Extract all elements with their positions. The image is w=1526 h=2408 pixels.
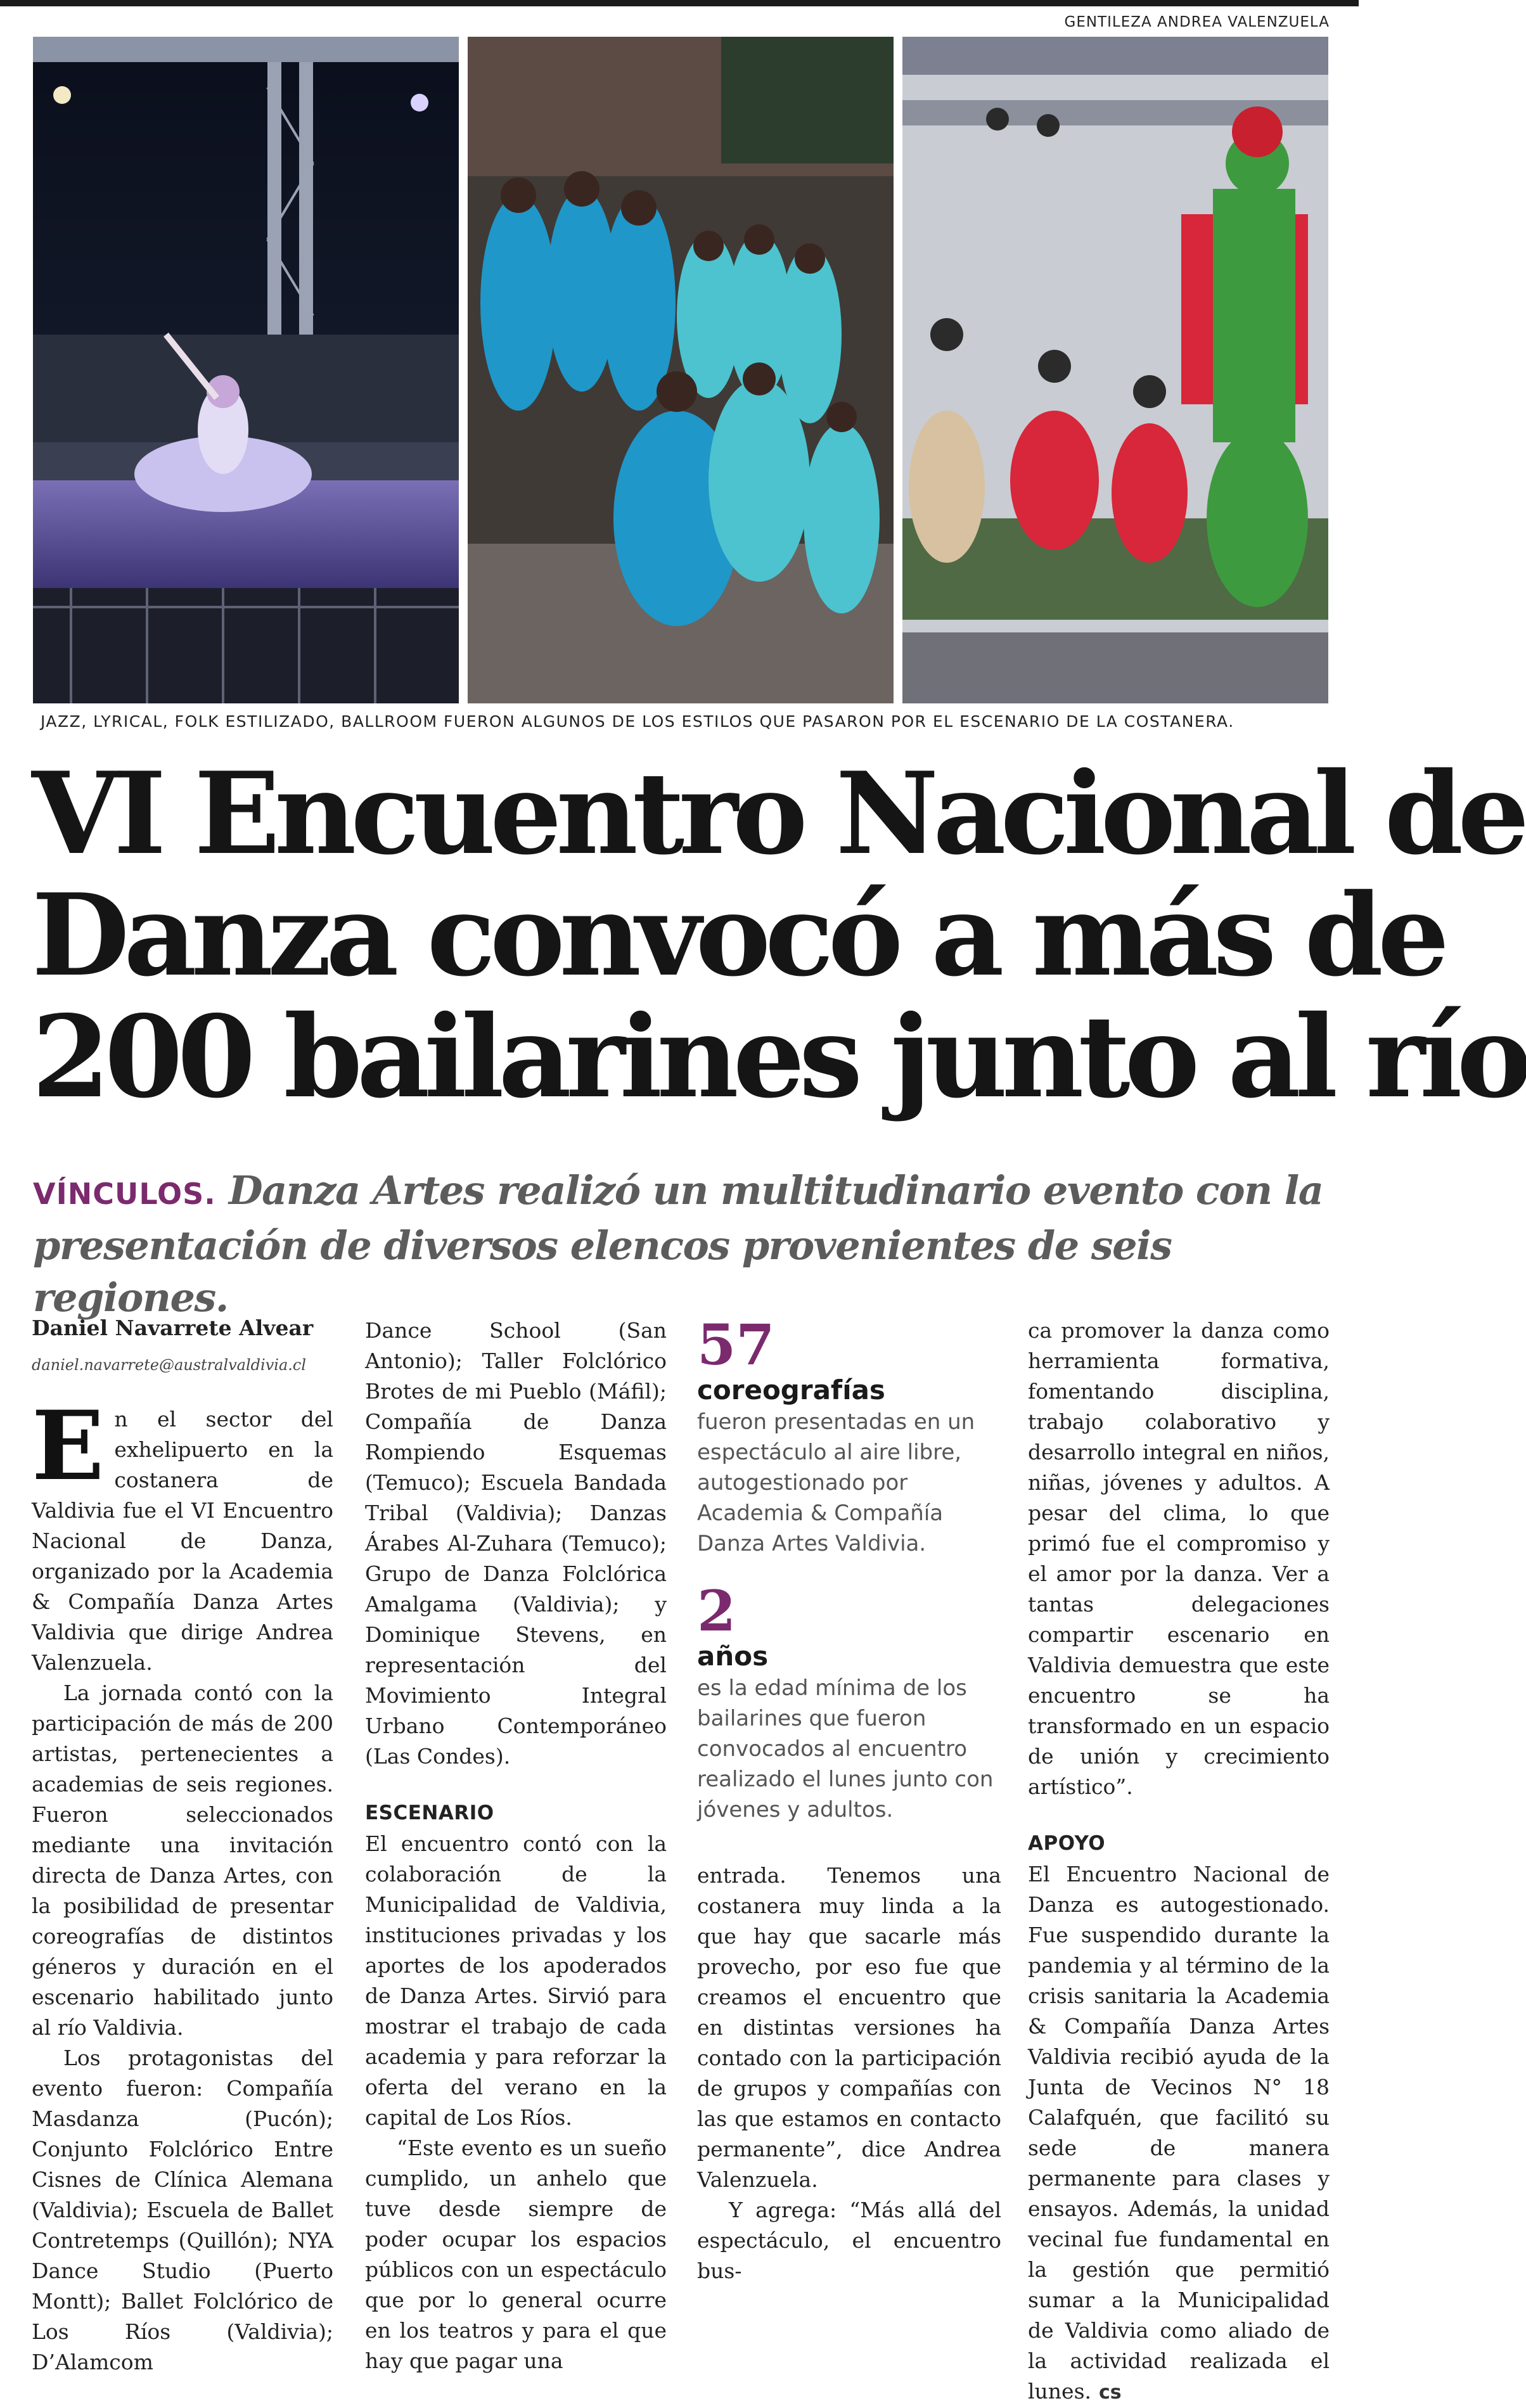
stat-text: fueron presentadas en un espectáculo al aire libre, autogestionado por Academia & Compañía Danza Artes Valdivia.: [697, 1409, 975, 1556]
photo-caption: JAZZ, LYRICAL, FOLK ESTILIZADO, BALLROOM FUERON ALGUNOS DE LOS ESTILOS QUE PASARON POR EL ESCENARIO DE LA COSTANERA.: [41, 712, 1234, 731]
stat-text: es la edad mínima de los bailarines que fueron convocados al encuentro realizado el lunes junto con jóvenes y adultos.: [697, 1675, 994, 1822]
photo-solo-dancer: [33, 37, 459, 703]
paragraph-3b: Dance School (San Antonio); Taller Folclórico Brotes de mi Pueblo (Máfil); Compañía de Danza Rompiendo Esquemas (Temuco); Escuela Bandada Tribal (Valdivia); Danzas Árabes Al-Zuhara (Temuco); Grupo de Danza Folclórica Amalgama (Valdivia); y Dominique Stevens, en representación del Movimiento Integral Urbano Contemporáneo (Las Condes).: [365, 1318, 667, 1769]
stat-label: coreografías: [697, 1374, 885, 1406]
paragraph-6a: Y agrega: “Más allá del espectáculo, el encuentro bus-: [697, 2198, 1001, 2283]
kicker: [33, 1165, 1338, 1324]
stat-box-1: [697, 1312, 1001, 1559]
paragraph-4: El encuentro contó con la colaboración de la Municipalidad de Valdivia, instituciones privadas y los aportes de los apoderados de Danza Artes. Sirvió para mostrar el trabajo de cada academia y para reforzar la oferta del verano en la capital de Los Ríos.: [365, 1831, 667, 2130]
stat-number: 57: [697, 1312, 775, 1378]
kicker-text: Danza Artes realizó un multitudinario evento con la presentación de diversos elencos provenientes de seis regiones.: [33, 1167, 1323, 1321]
paragraph-7-text: El Encuentro Nacional de Danza es autogestionado. Fue suspendido durante la pandemia y al término de la crisis sanitaria la Academia & Compañía Danza Artes Valdivia recibió ayuda de la Junta de Vecinos N° 18 Calafquén, que facilitó su sede de manera permanente para clases y ensayos. Además, la unidad vecinal fue fundamental en la gestión que permitió sumar a la Municipalidad de Valdivia como aliado de la actividad realizada el lunes.: [1028, 1862, 1330, 2404]
paragraph-3a: Los protagonistas del evento fueron: Compañía Masdanza (Pucón); Conjunto Folclórico Entre Cisnes de Clínica Alemana (Valdivia); Escuela de Ballet Contretemps (Quillón); NYA Dance Studio (Puerto Montt); Ballet Folclórico de Los Ríos (Valdivia); D’Alamcom: [32, 2046, 333, 2374]
byline-email[interactable]: daniel.navarrete@australvaldivia.cl: [32, 1356, 306, 1374]
photo-christmas-dancers: [902, 37, 1328, 703]
column-1: [32, 1316, 333, 2378]
column-3: [697, 1312, 1001, 2286]
kicker-tag: VÍNCULOS.: [33, 1177, 216, 1211]
drop-cap: E: [32, 1390, 105, 1502]
paragraph-intro: [32, 1390, 333, 1678]
column-2: [365, 1316, 667, 2376]
stat-label: años: [697, 1641, 769, 1672]
subhead-escenario: ESCENARIO: [365, 1802, 494, 1824]
stat-box-2: [697, 1578, 1001, 1825]
top-rule: [0, 0, 1359, 6]
stat-number: 2: [697, 1578, 736, 1644]
column-4: [1028, 1316, 1330, 2408]
paragraph-7: [1028, 1859, 1330, 2408]
subhead-apoyo: APOYO: [1028, 1832, 1106, 1855]
paragraph-6b: ca promover la danza como herramienta formativa, fomentando disciplina, trabajo colaborativo y desarrollo integral en niños, niñas, jóvenes y adultos. A pesar del clima, lo que primó fue el compromiso y el amor por la danza. Ver a tantas delegaciones compartir escenario en Valdivia demuestra que este encuentro se ha transformado en un espacio de unión y crecimiento artístico”.: [1028, 1318, 1330, 1799]
photo-folk-group: [468, 37, 894, 703]
paragraph-5a: “Este evento es un sueño cumplido, un anhelo que tuve desde siempre de poder ocupar los espacios públicos con un espectáculo que por lo general ocurre en los teatros y para el que hay que pagar una: [365, 2136, 667, 2373]
headline-line-1: VI Encuentro Nacional de: [32, 747, 1524, 880]
paragraph-5b: entrada. Tenemos una costanera muy linda a la que hay que sacarle más provecho, por eso fue que creamos el encuentro que en distintas versiones ha contado con la participación de grupos y compañías con las que estamos en contacto permanente”, dice Andrea Valenzuela.: [697, 1863, 1001, 2192]
headline: [32, 747, 1526, 1123]
headline-line-3: 200 bailarines junto al río: [32, 990, 1526, 1123]
photo-credit: GENTILEZA ANDREA VALENZUELA: [1064, 14, 1330, 30]
end-mark: cs: [1099, 2381, 1122, 2404]
headline-line-2: Danza convocó a más de: [32, 869, 1444, 1001]
paragraph-intro-text: n el sector del exhelipuerto en la costanera de Valdivia fue el VI Encuentro Nacional de Danza, organizado por la Academia & Compañía Danza Artes Valdivia que dirige Andrea Valenzuela.: [32, 1407, 333, 1675]
paragraph-2: La jornada contó con la participación de más de 200 artistas, pertenecientes a academias de seis regiones. Fueron seleccionados mediante una invitación directa de Danza Artes, con la posibilidad de presentar coreografías de distintos géneros y duración en el escenario habilitado junto al río Valdivia.: [32, 1681, 333, 2040]
byline-author: Daniel Navarrete Alvear: [32, 1316, 314, 1340]
